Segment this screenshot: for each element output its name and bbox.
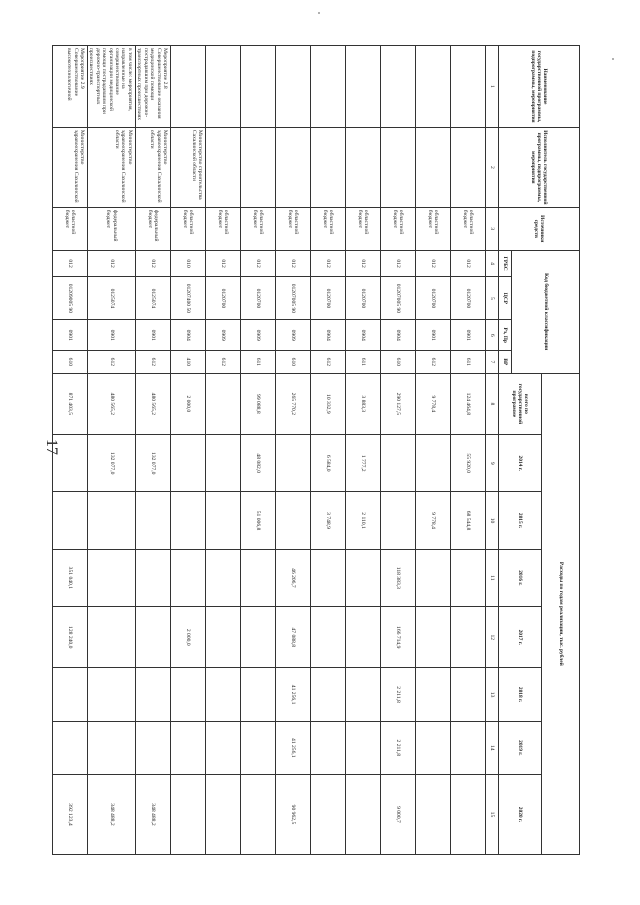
cell-2017: 128 240,0 — [52, 607, 87, 668]
page-number: 17 — [43, 439, 60, 455]
cell-source: областной бюджет — [241, 207, 276, 250]
cell-2016 — [135, 549, 170, 606]
table-row — [346, 46, 381, 855]
column-number: 15 — [486, 774, 499, 854]
cell-2018 — [87, 668, 135, 721]
cell-rzpr: 0901 — [87, 320, 135, 351]
cell-name: Мероприятие 2.8 Совершенствование оказания медицинской помощи пострадавшим при дорожно-транспортных происшествиях — [135, 46, 170, 128]
cell-vr: 610 — [52, 351, 87, 374]
cell-total: 2 000,0 — [171, 373, 206, 434]
cell-2015 — [206, 492, 241, 549]
cell-2019 — [311, 721, 346, 774]
cell-2018 — [135, 668, 170, 721]
cell-2018 — [52, 668, 87, 721]
cell-2018 — [171, 668, 206, 721]
cell-2017 — [451, 607, 486, 668]
cell-2016 — [346, 549, 381, 606]
header-source: Источники средств — [499, 207, 580, 250]
cell-2017 — [311, 607, 346, 668]
cell-total: 290 127,5 — [381, 373, 416, 434]
table-row — [381, 46, 416, 855]
cell-2016 — [87, 549, 135, 606]
cell-rzpr: 0904 — [171, 320, 206, 351]
cell-name — [451, 46, 486, 128]
header-year: 2016 г. — [499, 549, 542, 606]
column-number: 5 — [486, 277, 499, 320]
header-year: 2018 г. — [499, 668, 542, 721]
cell-2017 — [206, 607, 241, 668]
header-expenses: Расходы по годам реализации, тыс. рублей — [542, 373, 580, 854]
cell-rzpr: 0904 — [381, 320, 416, 351]
cell-name — [416, 46, 451, 128]
cell-executor: Министерство здравоохранения Сахалинской области — [135, 127, 170, 207]
cell-2020 — [171, 774, 206, 854]
cell-2015: 9 778,4 — [416, 492, 451, 549]
cell-2016 — [416, 549, 451, 606]
cell-2020: 392 123,4 — [52, 774, 87, 854]
cell-2018 — [311, 668, 346, 721]
cell-grbs: 012 — [276, 250, 311, 277]
scan-speck — [318, 12, 320, 14]
cell-2016: 351 040,1 — [52, 549, 87, 606]
cell-2019 — [241, 721, 276, 774]
cell-grbs: 012 — [451, 250, 486, 277]
cell-grbs: 010 — [171, 250, 206, 277]
cell-2020: 90 962,5 — [276, 774, 311, 854]
cell-vr: 612 — [311, 351, 346, 374]
cell-vr: 611 — [451, 351, 486, 374]
column-number: 14 — [486, 721, 499, 774]
cell-source: федеральный бюджет — [87, 207, 135, 250]
cell-source: областной бюджет — [346, 207, 381, 250]
cell-grbs: 012 — [416, 250, 451, 277]
scan-speck — [612, 58, 614, 60]
cell-name — [241, 46, 276, 128]
cell-executor — [416, 127, 451, 207]
table-row — [451, 46, 486, 855]
cell-2019 — [346, 721, 381, 774]
cell-name: Мероприятие 2.9 Совершенствование высокотехнологичной — [52, 46, 87, 128]
cell-2016 — [311, 549, 346, 606]
header-total: всего по государственной программе — [499, 373, 542, 434]
cell-csr: 0120700 — [346, 277, 381, 320]
cell-csr: 0125074 — [87, 277, 135, 320]
cell-2018 — [241, 668, 276, 721]
cell-2020 — [451, 774, 486, 854]
header-budget-classification: Код бюджетной классификации — [512, 250, 580, 373]
header-name: Наименование государственной программы, подпрограммы, мероприятия — [499, 46, 580, 128]
cell-2019 — [52, 721, 87, 774]
cell-2014: 132 077,0 — [87, 435, 135, 492]
cell-2015 — [52, 492, 87, 549]
cell-csr: 01207400 50 — [171, 277, 206, 320]
cell-2014: 6 584,0 — [311, 435, 346, 492]
cell-name — [276, 46, 311, 128]
column-number: 13 — [486, 668, 499, 721]
cell-2020: 348 488,2 — [87, 774, 135, 854]
cell-name — [171, 46, 206, 128]
cell-rzpr: 0901 — [52, 320, 87, 351]
cell-2017 — [346, 607, 381, 668]
table-row — [52, 46, 87, 855]
cell-source: областной бюджет — [171, 207, 206, 250]
header-year: 2019 г. — [499, 721, 542, 774]
cell-total: 265 770,2 — [276, 373, 311, 434]
cell-2016 — [241, 549, 276, 606]
cell-2015 — [87, 492, 135, 549]
column-number: 4 — [486, 250, 499, 277]
cell-2016 — [171, 549, 206, 606]
cell-2017 — [241, 607, 276, 668]
cell-2016 — [206, 549, 241, 606]
rotated-table-wrapper — [63, 45, 580, 855]
cell-source: областной бюджет — [276, 207, 311, 250]
cell-total: 480 565,2 — [135, 373, 170, 434]
cell-2017: 2 000,0 — [171, 607, 206, 668]
cell-2018: 2 211,8 — [381, 668, 416, 721]
cell-grbs: 012 — [87, 250, 135, 277]
cell-rzpr: 0901 — [416, 320, 451, 351]
cell-vr: 610 — [381, 351, 416, 374]
cell-grbs: 012 — [135, 250, 170, 277]
table-row — [171, 46, 206, 855]
cell-csr: 0120700 — [451, 277, 486, 320]
cell-grbs: 012 — [241, 250, 276, 277]
cell-2014: 48 082,0 — [241, 435, 276, 492]
cell-rzpr: 0904 — [311, 320, 346, 351]
cell-total: 9 778,4 — [416, 373, 451, 434]
cell-executor: Министерство строительства Сахалинской области — [171, 127, 206, 207]
cell-2016 — [451, 549, 486, 606]
column-number: 8 — [486, 373, 499, 434]
column-number: 3 — [486, 207, 499, 250]
budget-table — [52, 45, 580, 855]
header-vr: ВР — [499, 351, 512, 374]
cell-grbs: 012 — [206, 250, 241, 277]
cell-name — [311, 46, 346, 128]
cell-2014 — [52, 435, 87, 492]
cell-vr: 610 — [276, 351, 311, 374]
cell-executor — [276, 127, 311, 207]
cell-total: 480 565,2 — [87, 373, 135, 434]
cell-2019: 2 211,8 — [381, 721, 416, 774]
cell-total: 871 403,5 — [52, 373, 87, 434]
cell-total: 99 088,8 — [241, 373, 276, 434]
cell-executor — [311, 127, 346, 207]
cell-2014 — [171, 435, 206, 492]
table-row — [241, 46, 276, 855]
header-year: 2014 г. — [499, 435, 542, 492]
cell-executor: Министерство здравоохранения Сахалинской — [52, 127, 87, 207]
cell-2016: 118 383,3 — [381, 549, 416, 606]
cell-2015: 3 748,9 — [311, 492, 346, 549]
cell-2017: 47 088,8 — [276, 607, 311, 668]
cell-csr: 0120700 — [241, 277, 276, 320]
cell-2018 — [416, 668, 451, 721]
cell-2020 — [311, 774, 346, 854]
table-row — [416, 46, 451, 855]
cell-executor — [241, 127, 276, 207]
cell-rzpr: 0901 — [451, 320, 486, 351]
cell-2019 — [87, 721, 135, 774]
cell-executor — [346, 127, 381, 207]
cell-source: областной бюджет — [381, 207, 416, 250]
cell-2019 — [135, 721, 170, 774]
cell-csr: 0120700 — [311, 277, 346, 320]
cell-2020 — [241, 774, 276, 854]
cell-rzpr: 0909 — [276, 320, 311, 351]
column-number: 10 — [486, 492, 499, 549]
cell-2014: 132 077,0 — [135, 435, 170, 492]
table-row — [311, 46, 346, 855]
cell-2017 — [87, 607, 135, 668]
cell-source: областной бюджет — [416, 207, 451, 250]
cell-vr: 612 — [206, 351, 241, 374]
cell-2017 — [135, 607, 170, 668]
column-number: 9 — [486, 435, 499, 492]
cell-2019 — [416, 721, 451, 774]
cell-source: федеральный бюджет — [135, 207, 170, 250]
cell-total — [206, 373, 241, 434]
cell-vr: 612 — [416, 351, 451, 374]
header-year: 2015 г. — [499, 492, 542, 549]
cell-grbs: 012 — [381, 250, 416, 277]
cell-csr: 01209005 90 — [52, 277, 87, 320]
cell-csr: 01207005 90 — [381, 277, 416, 320]
cell-csr: 0120700 — [206, 277, 241, 320]
cell-2014: 55 920,0 — [451, 435, 486, 492]
header-executor: Исполнитель государственной программы, подпрограммы, мероприятия — [499, 127, 580, 207]
column-number: 11 — [486, 549, 499, 606]
cell-2020 — [346, 774, 381, 854]
cell-csr: 0120700 — [416, 277, 451, 320]
cell-2020 — [416, 774, 451, 854]
cell-name: в том числе: мероприятия, направленные на совершенствование организации медицинской помощи пострадавшим при дорожно-транспортных происшествиях — [87, 46, 135, 128]
column-number: 1 — [486, 46, 499, 128]
cell-grbs: 012 — [346, 250, 381, 277]
cell-2015: 2 110,1 — [346, 492, 381, 549]
column-number: 7 — [486, 351, 499, 374]
cell-2015 — [135, 492, 170, 549]
cell-2014 — [381, 435, 416, 492]
cell-rzpr: 0901 — [135, 320, 170, 351]
cell-name — [206, 46, 241, 128]
cell-2019: 41 256,1 — [276, 721, 311, 774]
column-number-row — [486, 46, 499, 855]
header-grbs: ГРБС — [499, 250, 512, 277]
table-row — [206, 46, 241, 855]
header-year: 2017 г. — [499, 607, 542, 668]
table-row — [87, 46, 135, 855]
cell-source: областной бюджет — [451, 207, 486, 250]
cell-executor: Министерство здравоохранения Сахалинской области — [87, 127, 135, 207]
cell-2019 — [171, 721, 206, 774]
cell-csr: 01207005 90 — [276, 277, 311, 320]
cell-2020: 9 000,7 — [381, 774, 416, 854]
cell-total: 3 883,3 — [346, 373, 381, 434]
cell-vr: 410 — [171, 351, 206, 374]
cell-2014: 1 777,2 — [346, 435, 381, 492]
cell-2017 — [416, 607, 451, 668]
cell-rzpr: 0909 — [241, 320, 276, 351]
table-row — [276, 46, 311, 855]
column-number: 12 — [486, 607, 499, 668]
cell-2015 — [276, 492, 311, 549]
cell-2014 — [416, 435, 451, 492]
cell-source: областной бюджет — [206, 207, 241, 250]
cell-2015 — [171, 492, 206, 549]
cell-total: 124 464,8 — [451, 373, 486, 434]
cell-2018 — [346, 668, 381, 721]
cell-vr: 611 — [346, 351, 381, 374]
column-number: 2 — [486, 127, 499, 207]
cell-name — [346, 46, 381, 128]
header-csr: ЦСР — [499, 277, 512, 320]
cell-grbs: 012 — [311, 250, 346, 277]
header-year: 2020 г. — [499, 774, 542, 854]
cell-2018 — [451, 668, 486, 721]
cell-rzpr: 0909 — [206, 320, 241, 351]
cell-vr: 612 — [135, 351, 170, 374]
header-rzpr: Рз, Пр — [499, 320, 512, 351]
column-number: 6 — [486, 320, 499, 351]
cell-2014 — [206, 435, 241, 492]
cell-vr: 611 — [241, 351, 276, 374]
cell-2017: 166 714,9 — [381, 607, 416, 668]
cell-name — [381, 46, 416, 128]
cell-2019 — [206, 721, 241, 774]
cell-csr: 0125074 — [135, 277, 170, 320]
cell-2020: 348 488,2 — [135, 774, 170, 854]
cell-2016: 46 206,7 — [276, 549, 311, 606]
cell-2015 — [381, 492, 416, 549]
cell-2020 — [206, 774, 241, 854]
cell-2014 — [276, 435, 311, 492]
table-body — [52, 46, 485, 855]
cell-vr: 612 — [87, 351, 135, 374]
cell-executor — [381, 127, 416, 207]
cell-total: 10 332,9 — [311, 373, 346, 434]
cell-2019 — [451, 721, 486, 774]
cell-source: областной бюджет — [311, 207, 346, 250]
cell-executor — [206, 127, 241, 207]
cell-grbs: 012 — [52, 250, 87, 277]
cell-2015: 51 006,8 — [241, 492, 276, 549]
cell-rzpr: 0904 — [346, 320, 381, 351]
cell-2015: 68 544,8 — [451, 492, 486, 549]
cell-source: областной бюджет — [52, 207, 87, 250]
cell-2018: 41 256,1 — [276, 668, 311, 721]
table-row — [135, 46, 170, 855]
cell-2018 — [206, 668, 241, 721]
cell-executor — [451, 127, 486, 207]
